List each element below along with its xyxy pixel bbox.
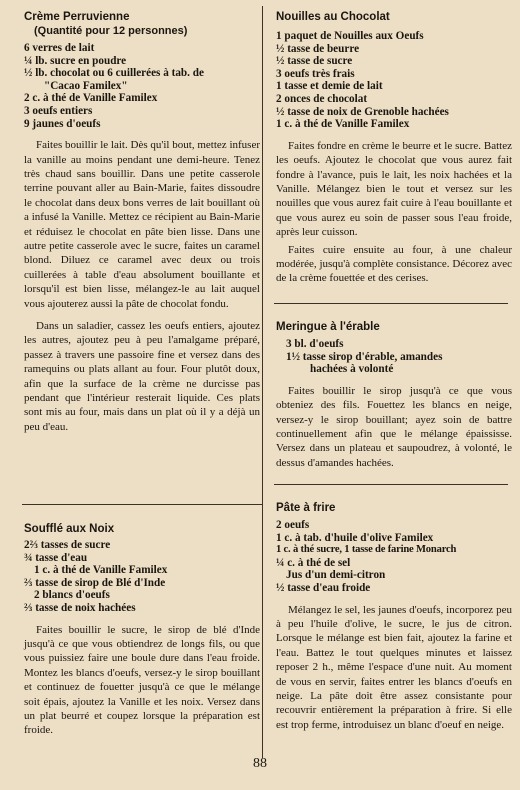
recipe-creme-perruvienne [24, 10, 260, 434]
recipe-instructions: Mélangez le sel, les jaunes d'oeufs, incorporez peu à peu l'huile d'olive, le sucre, le jus de citron. Lorsque le mélange est bien fait, ajoutez la farine et l'eau. Battez le tout quelques minutes et laissez reposer 2 h., même l'espace d'une nuit. Au moment de vous en servir, faites entrer les blancs d'oeufs en neige. La pâte doit être assez consistante pour recouvrir entièrement la préparation à frire. Si elle est trop ferme, introduisez un blanc d'oeuf en neige. [276, 603, 512, 731]
ingredient: Jus d'un demi-citron [286, 569, 386, 582]
section-divider [274, 484, 508, 485]
ingredient: ¼ c. à thé de sel [276, 556, 351, 569]
ingredient: ½ lb. chocolat ou 6 cuillerées à tab. de [24, 67, 204, 80]
ingredient: 1 tasse et demie de lait [276, 80, 383, 93]
ingredient-list [276, 519, 512, 595]
left-column [24, 10, 260, 434]
ingredient: 3 bl. d'oeufs [286, 338, 344, 350]
ingredient: "Cacao Familex" [44, 79, 128, 92]
ingredient: 1 c. à thé de Vanille Familex [34, 564, 168, 577]
recipe-meringue-a-lerable [276, 320, 512, 470]
ingredient: 1 paquet de Nouilles aux Oeufs [276, 30, 424, 42]
ingredient: ⅔ tasse de noix hachées [24, 601, 136, 614]
ingredient-list [276, 30, 512, 131]
recipe-title: Meringue à l'érable [276, 321, 380, 333]
ingredient: 1 c. à thé de Vanille Familex [276, 118, 410, 131]
ingredient: 6 verres de lait [24, 42, 95, 54]
recipe-instructions: Faites bouillir le lait. Dès qu'il bout, mettez infuser la vanille au moins pendant une demi-heure. Tenez très chaud sans bouillir. Dans une petite casserole terrine pouvant aller au Bain-Marie, faites dissoudre le chocolat dans deux bons verres de lait bouillant où a infusé la Vanille. Mettez ce récipient au Bain-Marie et réduisez le chocolat en pâte bien lisse. Dans une autre petite casserole avec le sucre, faites un caramel blond. Diluez ce caramel avec deux ou trois cuillerées à table d'eau absolument bouillante et lorsqu'il est bien lisse, mélangez-le au lait auquel vous ajouterez aussi la pâte de chocolat fondu. [24, 139, 260, 310]
recipe-title: Crème Perruvienne [24, 11, 130, 23]
recipe-subtitle: (Quantité pour 12 personnes) [34, 25, 188, 37]
section-divider [22, 504, 262, 505]
ingredient: 1 c. à tab. d'huile d'olive Familex [276, 531, 434, 544]
recipe-pate-a-frire [276, 501, 512, 732]
recipe-instructions: Faites fondre en crème le beurre et le sucre. Battez les oeufs. Ajoutez le chocolat que vous aurez fait fondre à l'avance, puis le lait, les noix hachées et la Vanille. Mélangez bien le tout et versez sur les nouilles que vous aurez fait cuire à l'eau bouillante et que vous aurez eu soin de passer sous l'eau froide, après leur cuisson. [276, 139, 512, 239]
recipe-title: Soufflé aux Noix [24, 523, 115, 535]
recipe-title: Nouilles au Chocolat [276, 11, 390, 23]
recipe-title: Pâte à frire [276, 502, 336, 514]
section-divider [274, 303, 508, 304]
ingredient: ½ tasse de noix de Grenoble hachées [276, 105, 449, 118]
ingredient: ½ tasse de sucre [276, 55, 353, 68]
ingredient: ¾ tasse d'eau [24, 551, 88, 564]
recipe-nouilles-au-chocolat [276, 10, 512, 286]
ingredient: 2 c. à thé de Vanille Familex [24, 92, 158, 105]
ingredient: 3 oeufs très frais [276, 67, 355, 80]
ingredient: 1½ tasse sirop d'érable, amandes [286, 350, 443, 363]
ingredient: 2⅔ tasses de sucre [24, 539, 111, 551]
ingredient: 3 oeufs entiers [24, 104, 93, 117]
ingredient: ½ tasse de beurre [276, 42, 360, 55]
recipe-souffle-aux-noix [24, 522, 260, 738]
recipe-instructions: Faites bouillir le sucre, le sirop de blé d'Inde jusqu'à ce que vous obtiendrez de longs fils, ou que vous puissiez faire une boule dure dans l'eau froide. Montez les blancs d'oeufs, versez-y le sirop bouillant et continuez de fouetter jusqu'à ce que le mélange soit épais, ajoutez la Vanille et les noix. Versez dans un plat beurré et coupez lorsque la préparation est froide. [24, 623, 260, 737]
recipe-instructions: Dans un saladier, cassez les oeufs entiers, ajoutez les autres, ajoutez peu à peu l'amalgame préparé, passez à travers une passoire fine et versez dans des ramequins ou plats allant au four. Four plutôt doux, afin que la surface de la crème ne durcisse pas pendant que l'intérieur resterait liquide. Ces plats sont mis au four, mais dans un plat où il y a déjà un peu d'eau. [24, 320, 260, 433]
page-number: 88 [253, 756, 267, 771]
ingredient: 2 blancs d'oeufs [34, 589, 110, 602]
ingredient-list [24, 42, 260, 130]
ingredient: 2 oeufs [276, 519, 310, 531]
column-divider [262, 6, 263, 758]
ingredient-list [24, 539, 260, 615]
ingredient: 9 jaunes d'oeufs [24, 117, 101, 130]
ingredient: ⅔ tasse de sirop de Blé d'Inde [24, 576, 166, 589]
ingredient: hachées à volonté [310, 363, 394, 376]
recipe-instructions: Faites cuire ensuite au four, à une chaleur modérée, jusqu'à complète consistance. Décorez avec de la crème fouettée et des cerises. [276, 243, 512, 285]
ingredient-list [276, 338, 512, 376]
ingredient: ½ tasse d'eau froide [276, 581, 371, 594]
ingredient: 2 onces de chocolat [276, 92, 368, 105]
ingredient: ¼ lb. sucre en poudre [24, 54, 127, 67]
recipe-instructions: Faites bouillir le sirop jusqu'à ce que vous obteniez des fils. Fouettez les blancs en neige, versez-y le sirop bouillant; ayez soin de battre continuellement afin que le mélange épaississe. Versez dans un plateau et saupoudrez, à volonté, le dessus d'amandes hachées. [276, 384, 512, 469]
ingredient: 1 c. à thé sucre, 1 tasse de farine Monarch [276, 544, 457, 556]
